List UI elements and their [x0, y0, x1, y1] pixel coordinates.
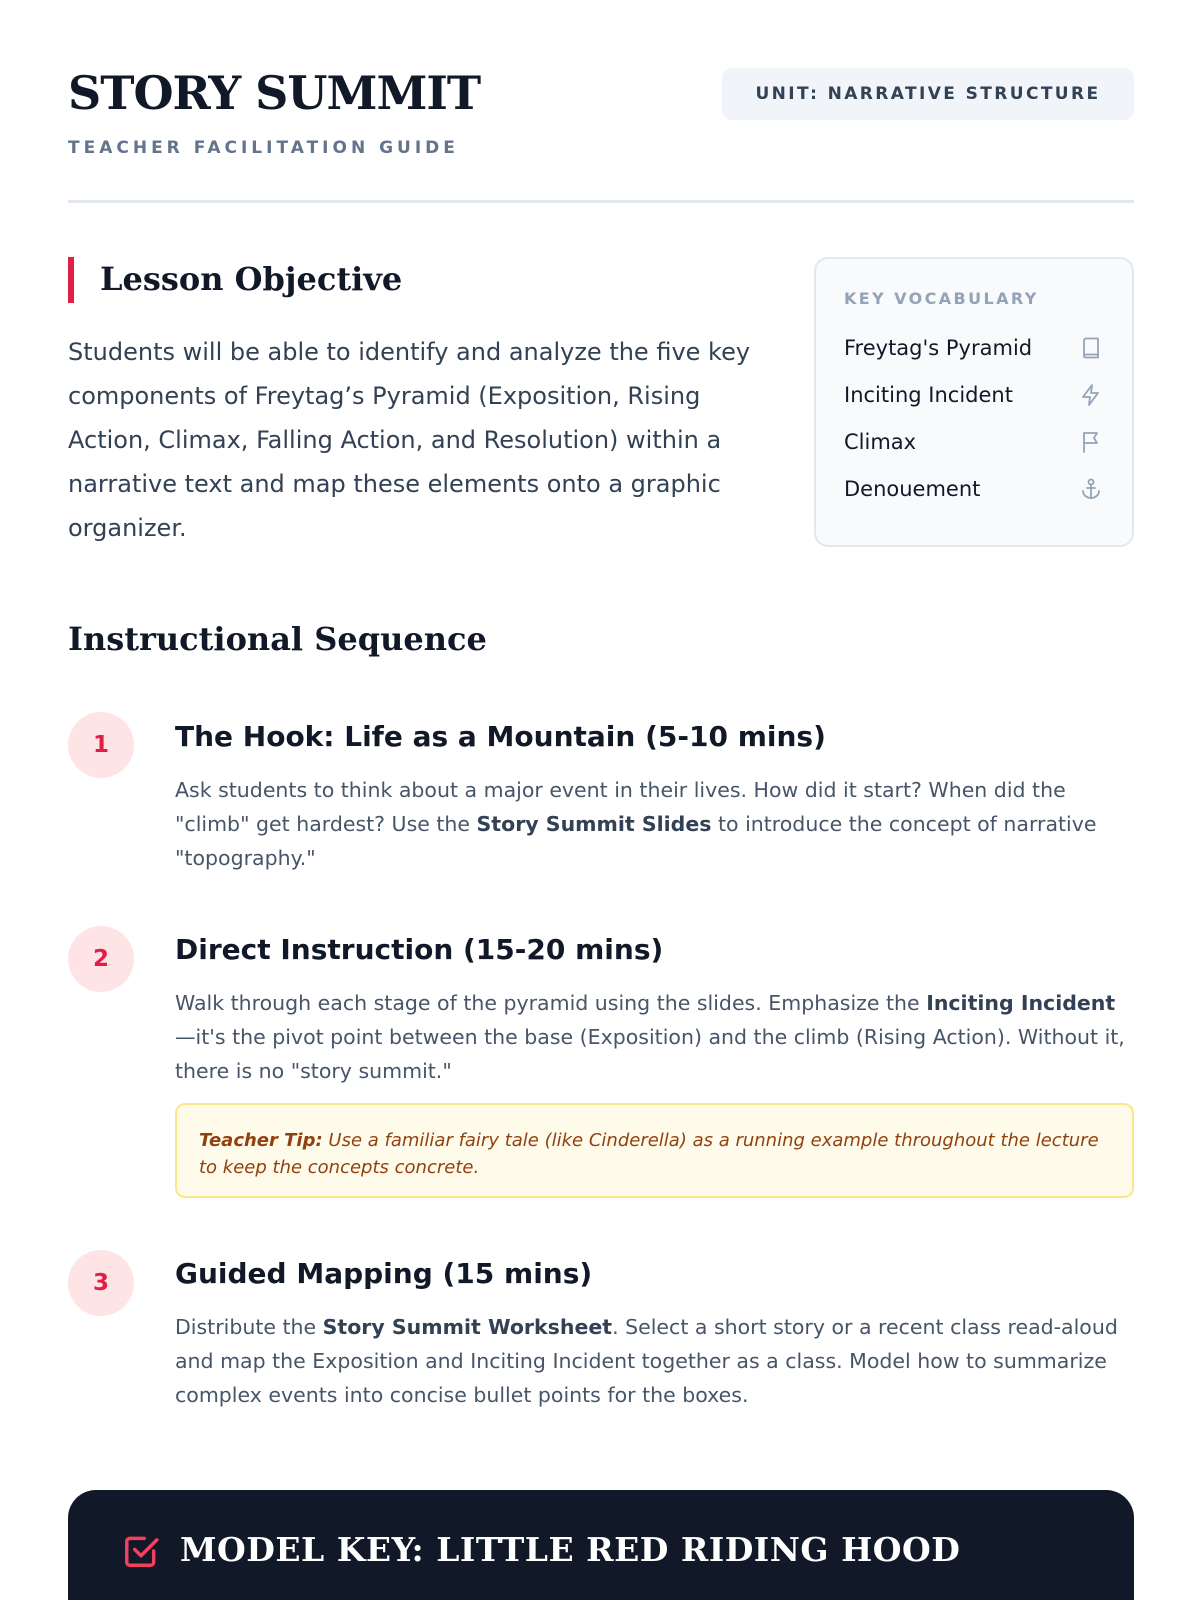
step-body: Distribute the Story Summit Worksheet. Select a short story or a recent class read-aloud and map the Exposition and Inciting Incident together as a class. Model how to summarize complex events into concise bullet points for the boxes.	[175, 1315, 1118, 1407]
tip-label: Teacher Tip:	[199, 1130, 323, 1151]
vocab-item	[844, 418, 1104, 465]
vocab-label: Climax	[844, 429, 917, 454]
flag-icon	[1078, 429, 1104, 455]
vocab-label: Denouement	[844, 476, 981, 501]
step-body: Ask students to think about a major event in their lives. How did it start? When did the "climb" get hardest? Use the Story Summit Slides to introduce the concept of narrative "topography."	[175, 778, 1097, 870]
objective-accent-bar	[68, 257, 74, 303]
objective-text: Students will be able to identify and analyze the five key components of Freytag’s Pyramid (Exposition, Rising Action, Climax, Falling Action, and Resolution) within a narrative text and map these elements onto a graphic organizer.	[68, 338, 751, 542]
checkbox-icon	[122, 1532, 160, 1570]
step-title: Direct Instruction (15-20 mins)	[175, 933, 664, 966]
model-key-panel	[68, 1490, 1134, 1600]
teacher-tip	[175, 1103, 1134, 1198]
header-divider	[68, 200, 1134, 203]
step-title: Guided Mapping (15 mins)	[175, 1257, 593, 1290]
step-highlight: Story Summit Worksheet	[322, 1315, 613, 1339]
step-highlight: Story Summit Slides	[476, 812, 712, 836]
unit-badge: UNIT: NARRATIVE STRUCTURE	[722, 68, 1134, 120]
vocab-item	[844, 324, 1104, 371]
vocab-label: Freytag's Pyramid	[844, 335, 1033, 360]
anchor-icon	[1078, 476, 1104, 502]
model-key-title: MODEL KEY: LITTLE RED RIDING HOOD	[180, 1530, 961, 1569]
page-subtitle: TEACHER FACILITATION GUIDE	[68, 138, 459, 158]
facilitation-guide	[68, 0, 1134, 1600]
step-number-badge: 1	[68, 712, 134, 778]
step-title: The Hook: Life as a Mountain (5-10 mins)	[175, 720, 826, 753]
vocab-item	[844, 371, 1104, 418]
book-icon	[1078, 335, 1104, 361]
vocabulary-card	[814, 257, 1134, 547]
lightning-icon	[1078, 382, 1104, 408]
step-highlight: Inciting Incident	[926, 991, 1116, 1015]
step-body: Walk through each stage of the pyramid using the slides. Emphasize the Inciting Incident—it's the pivot point between the base (Exposition) and the climb (Rising Action). Without it, there is no "story summit."	[175, 991, 1125, 1083]
step-number-badge: 3	[68, 1250, 134, 1316]
objective-heading: Lesson Objective	[100, 260, 403, 298]
tip-text: Use a familiar fairy tale (like Cinderella) as a running example throughout the lecture to keep the concepts concrete.	[199, 1130, 1099, 1178]
vocab-item	[844, 465, 1104, 512]
vocab-label: Inciting Incident	[844, 382, 1013, 407]
vocabulary-heading: KEY VOCABULARY	[844, 289, 1039, 308]
sequence-heading: Instructional Sequence	[68, 620, 487, 658]
step-number-badge: 2	[68, 926, 134, 992]
page-title: STORY SUMMIT	[68, 66, 481, 120]
